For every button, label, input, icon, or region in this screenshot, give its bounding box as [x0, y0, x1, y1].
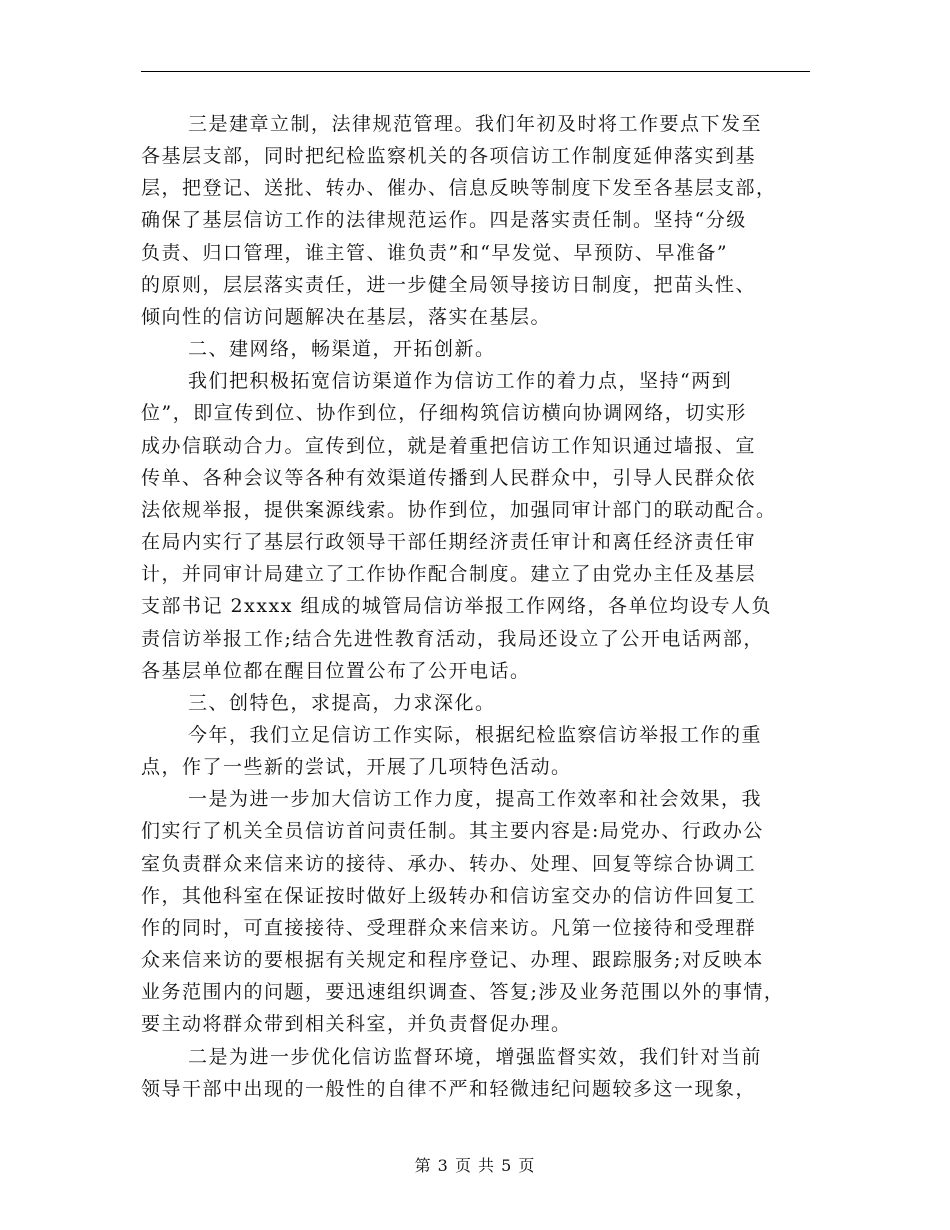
- paragraph-line: 作的同时，可直接接待、受理群众来信来访。凡第一位接待和受理群: [141, 916, 757, 939]
- paragraph-line: 业务范围内的问题，要迅速组织调查、答复;涉及业务范围以外的事情，: [141, 981, 785, 1004]
- paragraph-line: 各基层单位都在醒目位置公布了公开电话。: [141, 659, 531, 682]
- section-heading: 二、建网络，畅渠道，开拓创新。: [188, 338, 496, 361]
- paragraph-line: 确保了基层信访工作的法律规范运作。四是落实责任制。坚持“分级: [141, 209, 747, 232]
- paragraph-line: 传单、各种会议等各种有效渠道传播到人民群众中，引导人民群众依: [141, 466, 757, 489]
- paragraph-line: 作，其他科室在保证按时做好上级转办和信访室交办的信访件回复工: [141, 884, 757, 907]
- paragraph-line: 倾向性的信访问题解决在基层，落实在基层。: [141, 305, 552, 328]
- paragraph-line: 三是建章立制，法律规范管理。我们年初及时将工作要点下发至: [188, 113, 763, 135]
- document-body: [141, 108, 811, 1105]
- paragraph-line: 位”，即宣传到位、协作到位，仔细构筑信访横向协调网络，切实形: [141, 402, 747, 425]
- paragraph-line: 负责、归口管理，谁主管、谁负责”和“早发觉、早预防、早准备”: [141, 241, 729, 264]
- paragraph-line: 在局内实行了基层行政领导干部任期经济责任审计和离任经济责任审: [141, 531, 757, 554]
- paragraph-line: 点，作了一些新的尝试，开展了几项特色活动。: [141, 756, 572, 779]
- paragraph-line: 各基层支部，同时把纪检监察机关的各项信访工作制度延伸落实到基: [141, 145, 757, 168]
- paragraph-line: 成办信联动合力。宣传到位，就是着重把信访工作知识通过墙报、宣: [141, 434, 757, 457]
- paragraph-line: 层，把登记、送批、转办、催办、信息反映等制度下发至各基层支部，: [141, 177, 777, 200]
- paragraph-line: 众来信来访的要根据有关规定和程序登记、办理、跟踪服务;对反映本: [141, 949, 764, 972]
- paragraph-line: 今年，我们立足信访工作实际，根据纪检监察信访举报工作的重: [188, 723, 763, 746]
- paragraph-line: 室负责群众来信来访的接待、承办、转办、处理、回复等综合协调工: [141, 852, 757, 875]
- paragraph-line: 的原则，层层落实责任，进一步健全局领导接访日制度，把苗头性、: [141, 273, 757, 296]
- paragraph-line: 计，并同审计局建立了工作协作配合制度。建立了由党办主任及基层: [141, 563, 757, 586]
- paragraph-line: 要主动将群众带到相关科室，并负责督促办理。: [141, 1013, 572, 1036]
- page-number: 第 3 页 共 5 页: [414, 1156, 536, 1175]
- paragraph-line: 支部书记 2xxxx 组成的城管局信访举报工作网络，各单位均设专人负: [141, 595, 773, 618]
- paragraph-line: 们实行了机关全员信访首问责任制。其主要内容是:局党办、行政办公: [141, 820, 764, 843]
- paragraph-line: 领导干部中出现的一般性的自律不严和轻微违纪问题较多这一现象，: [141, 1077, 757, 1100]
- paragraph-line: 二是为进一步优化信访监督环境，增强监督实效，我们针对当前: [188, 1045, 763, 1068]
- paragraph-line: 法依规举报，提供案源线索。协作到位，加强同审计部门的联动配合。: [141, 498, 777, 521]
- paragraph-line: 一是为进一步加大信访工作力度，提高工作效率和社会效果，我: [188, 788, 763, 811]
- paragraph-line: 责信访举报工作;结合先进性教育活动，我局还设立了公开电话两部，: [141, 627, 764, 650]
- header-rule: [141, 71, 810, 72]
- paragraph-line: 我们把积极拓宽信访渠道作为信访工作的着力点，坚持“两到: [188, 370, 733, 393]
- section-heading: 三、创特色，求提高，力求深化。: [188, 691, 496, 714]
